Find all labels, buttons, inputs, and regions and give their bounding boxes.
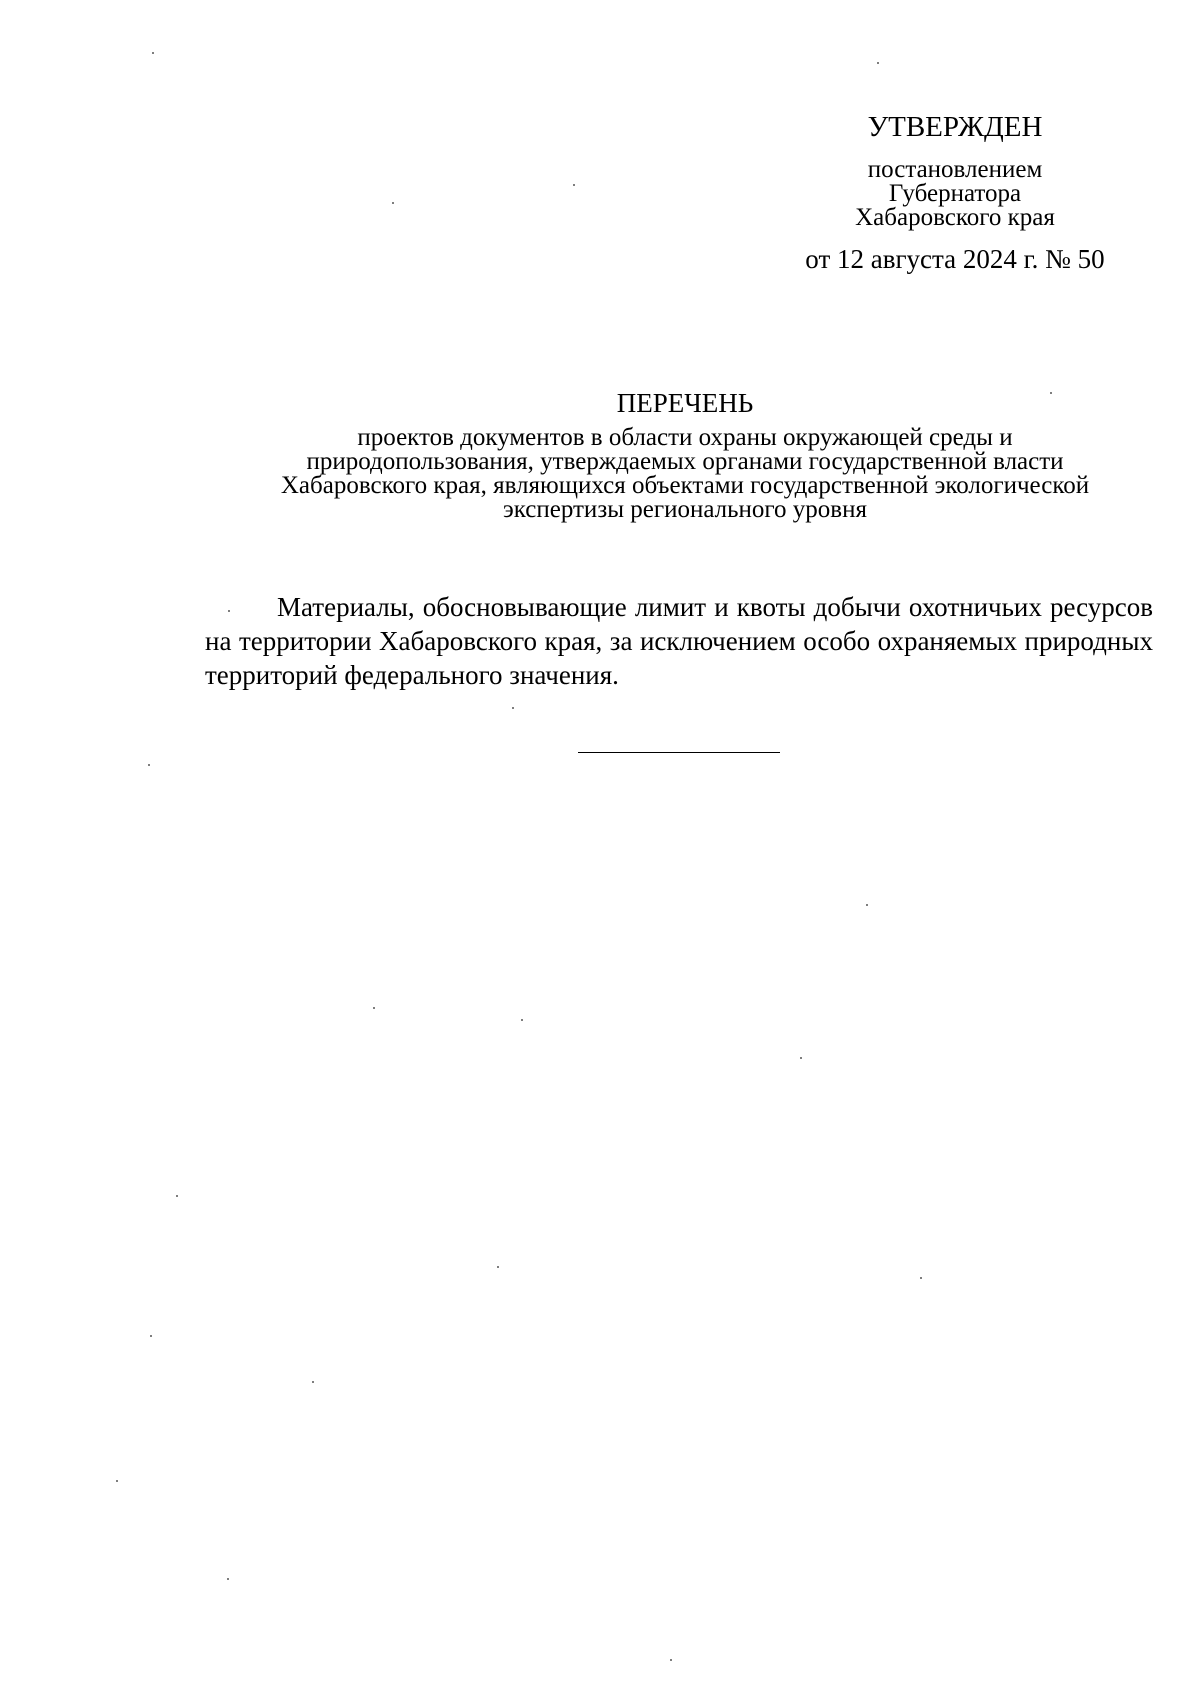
approval-line: Губернатора <box>888 180 1022 207</box>
scan-speck <box>116 1480 118 1482</box>
heading-line: Хабаровского края, являющихся объектами государственной экологической <box>280 472 1090 499</box>
scan-speck <box>800 1057 802 1059</box>
document-heading <box>205 386 1165 522</box>
scan-speck <box>228 610 230 612</box>
scan-speck <box>373 1007 375 1009</box>
approval-title: УТВЕРЖДЕН <box>867 111 1043 143</box>
scan-speck <box>573 184 575 186</box>
scan-speck <box>866 904 868 906</box>
approval-line: Хабаровского края <box>855 204 1055 231</box>
approval-line: постановлением <box>867 156 1043 183</box>
scan-speck <box>176 1195 178 1197</box>
scan-speck <box>920 1277 922 1279</box>
heading-title: ПЕРЕЧЕНЬ <box>616 388 754 418</box>
scan-speck <box>512 707 514 709</box>
scan-speck <box>150 1335 152 1337</box>
scan-speck <box>312 1381 314 1383</box>
heading-line: природопользования, утверждаемых органами государственной власти <box>306 448 1064 475</box>
scan-speck <box>152 52 154 54</box>
heading-line: экспертизы регионального уровня <box>503 496 867 523</box>
scan-speck <box>392 202 394 204</box>
body-paragraph: Материалы, обосновывающие лимит и квоты добычи охотничьих ресурсов на территории Хабаровского края, за исключением особо охраняемых природных территорий федерального значения. <box>205 592 1153 690</box>
approval-stamp-block <box>780 110 1130 274</box>
scan-speck <box>670 1659 672 1661</box>
scan-speck <box>1050 392 1052 394</box>
scan-speck <box>227 1578 229 1580</box>
scan-speck <box>877 62 879 64</box>
end-separator-line <box>578 752 780 753</box>
scan-speck <box>497 1266 499 1268</box>
approval-date: от 12 августа 2024 г. № 50 <box>805 244 1105 274</box>
scan-speck <box>148 764 150 766</box>
scan-speck <box>521 1019 523 1021</box>
heading-line: проектов документов в области охраны окружающей среды и <box>357 424 1013 451</box>
